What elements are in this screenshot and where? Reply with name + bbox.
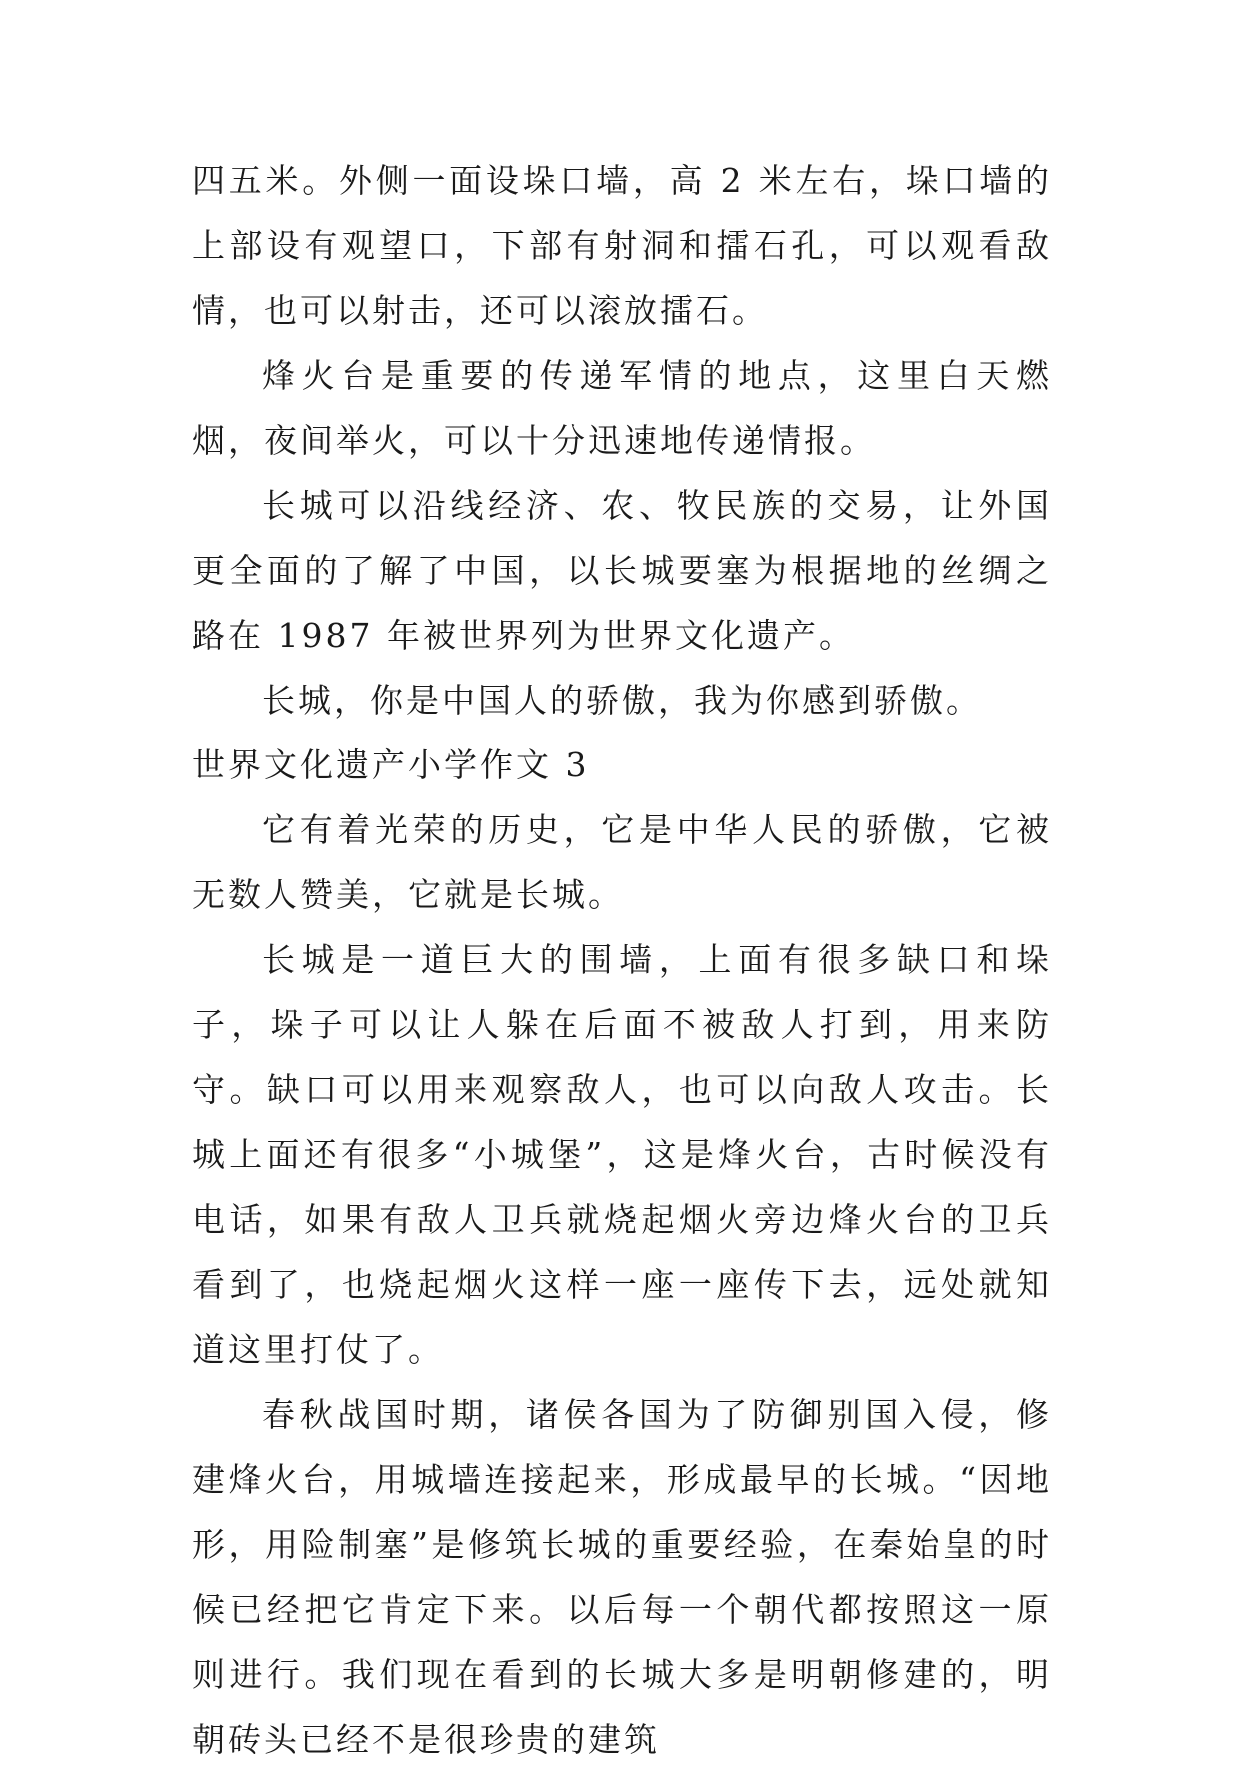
- paragraph-wall-description: 长城是一道巨大的围墙，上面有很多缺口和垛子，垛子可以让人躲在后面不被敌人打到，用来防守。缺口可以用来观察敌人，也可以向敌人攻击。长城上面还有很多“小城堡”，这是烽火台，古时候没有电话，如果有敌人卫兵就烧起烟火旁边烽火台的卫兵看到了，也烧起烟火这样一座一座传下去，远处就知道这里打仗了。: [192, 940, 1052, 1369]
- paragraph-silk-road: 长城可以沿线经济、农、牧民族的交易，让外国更全面的了解了中国，以长城要塞为根据地的丝绸之路在 1987 年被世界列为世界文化遗产。: [192, 486, 1052, 655]
- paragraph-intro: 它有着光荣的历史，它是中华人民的骄傲，它被无数人赞美，它就是长城。: [192, 810, 1052, 914]
- essay-title: 世界文化遗产小学作文 3: [192, 745, 590, 784]
- paragraph-continued: 四五米。外侧一面设垛口墙，高 2 米左右，垛口墙的上部设有观望口，下部有射洞和擂石孔，可以观看敌情，也可以射击，还可以滚放擂石。: [192, 161, 1052, 330]
- paragraph-history: 春秋战国时期，诸侯各国为了防御别国入侵，修建烽火台，用城墙连接起来，形成最早的长城。“因地形，用险制塞”是修筑长城的重要经验，在秦始皇的时候已经把它肯定下来。以后每一个朝代都按照这一原则进行。我们现在看到的长城大多是明朝修建的，明朝砖头已经不是很珍贵的建筑: [192, 1395, 1052, 1759]
- paragraph-pride: 长城，你是中国人的骄傲，我为你感到骄傲。: [262, 681, 982, 720]
- section-two: [192, 732, 1052, 1772]
- section-one: [192, 148, 1052, 733]
- paragraph-beacon-tower: 烽火台是重要的传递军情的地点，这里白天燃烟，夜间举火，可以十分迅速地传递情报。: [192, 356, 1052, 460]
